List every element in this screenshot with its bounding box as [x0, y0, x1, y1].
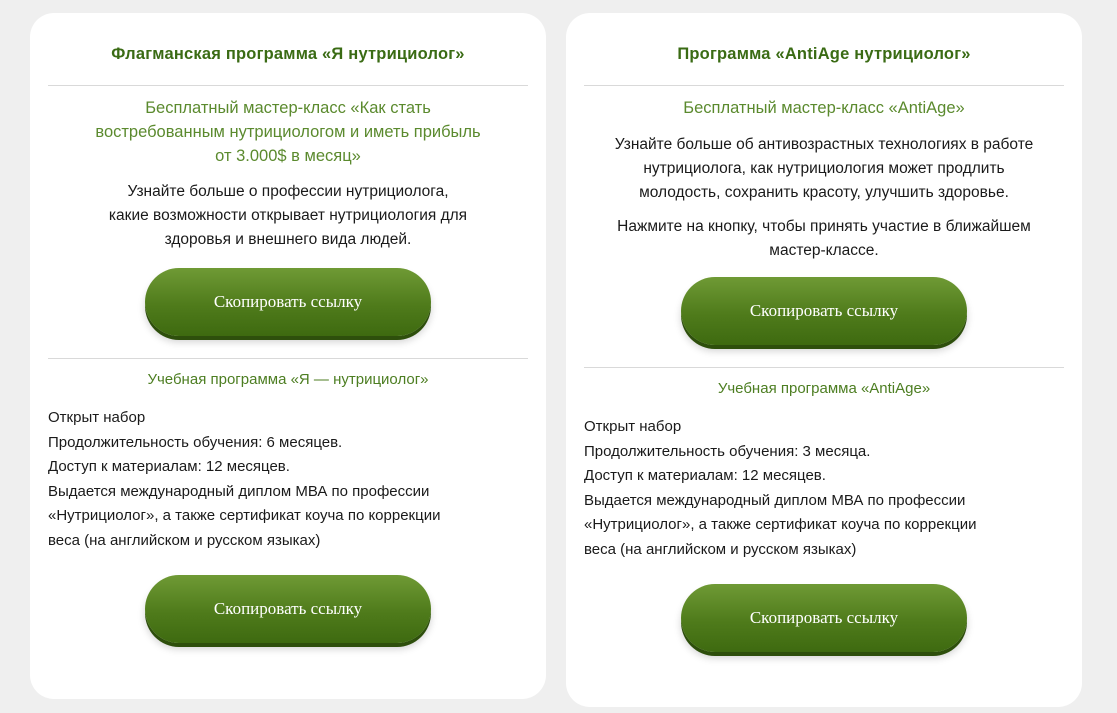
divider: [48, 85, 528, 86]
card-description: [66, 180, 510, 252]
program-details: [584, 415, 1052, 562]
detail-line: Открыт набор: [584, 418, 682, 435]
detail-line: Продолжительность обучения: 3 месяца.: [584, 442, 871, 460]
detail-line: веса (на английском и русском языках): [48, 531, 321, 549]
divider: [48, 358, 528, 359]
description-line: нутрициолога, как нутрициология может продлить: [643, 160, 1005, 177]
copy-link-button[interactable]: Скопировать ссылку: [145, 575, 431, 643]
detail-line: Доступ к материалам: 12 месяцев.: [48, 458, 290, 475]
detail-line: веса (на английском и русском языках): [584, 540, 857, 558]
note-line: мастер-классе.: [769, 242, 879, 259]
program-title: Учебная программа «AntiAge»: [717, 380, 931, 397]
program-title: Учебная программа «Я — нутрициолог»: [147, 371, 429, 388]
description-line: здоровья и внешнего вида людей.: [164, 231, 412, 248]
free-class-title-line: востребованным нутрициологом и иметь прибыль: [95, 123, 481, 141]
note-line: Нажмите на кнопку, чтобы принять участие в ближайшем: [617, 218, 1031, 235]
free-class-title: [586, 96, 1062, 120]
detail-line: Выдается международный диплом МВА по профессии: [48, 482, 430, 500]
divider: [584, 367, 1064, 368]
free-class-title-line: Бесплатный мастер-класс «AntiAge»: [683, 99, 965, 117]
program-card-ya-nutritsiolog: [30, 13, 546, 699]
detail-line: Выдается международный диплом МВА по профессии: [584, 491, 966, 509]
detail-line: Доступ к материалам: 12 месяцев.: [584, 467, 826, 484]
detail-line: Продолжительность обучения: 6 месяцев.: [48, 433, 343, 451]
card-title: Флагманская программа «Я нутрициолог»: [111, 45, 465, 63]
description-line: какие возможности открывает нутрициология для: [108, 207, 468, 224]
detail-line: «Нутрициолог», а также сертификат коуча по коррекции: [584, 516, 977, 533]
detail-line: «Нутрициолог», а также сертификат коуча по коррекции: [48, 507, 441, 524]
program-card-antiage: [566, 13, 1082, 707]
detail-line: Открыт набор: [48, 409, 146, 426]
free-class-title: [50, 96, 526, 168]
participation-note: [584, 215, 1064, 263]
free-class-title-line: Бесплатный мастер-класс «Как стать: [145, 99, 431, 117]
copy-link-button[interactable]: Скопировать ссылку: [145, 268, 431, 336]
program-details: [48, 406, 516, 553]
divider: [584, 85, 1064, 86]
copy-link-button[interactable]: Скопировать ссылку: [681, 584, 967, 652]
copy-link-button[interactable]: Скопировать ссылку: [681, 277, 967, 345]
description-line: молодость, сохранить красоту, улучшить здоровье.: [639, 184, 1009, 201]
description-line: Узнайте больше об антивозрастных технологиях в работе: [614, 136, 1034, 153]
card-description: [584, 133, 1064, 205]
card-title: Программа «AntiAge нутрициолог»: [677, 45, 971, 63]
free-class-title-line: от 3.000$ в месяц»: [215, 147, 361, 165]
description-line: Узнайте больше о профессии нутрициолога,: [127, 183, 449, 200]
